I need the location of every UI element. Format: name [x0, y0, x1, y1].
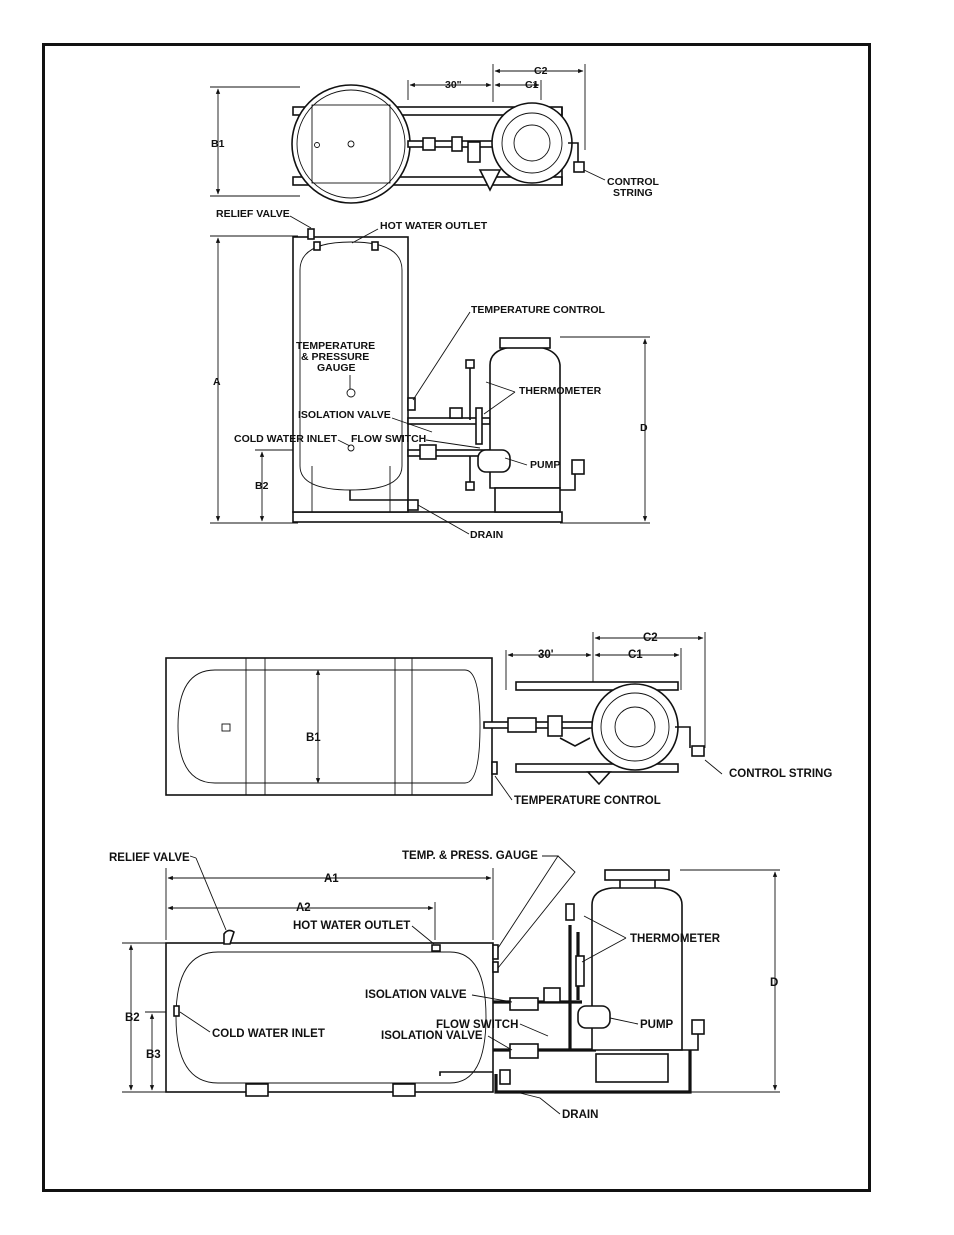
dim-d: D [640, 422, 648, 434]
tp-gauge-label-1: TEMPERATURE [296, 340, 376, 352]
dim-a1: A1 [324, 873, 339, 885]
tp-gauge-label-3: GAUGE [317, 362, 356, 374]
flow-switch-label: FLOW SWITCH [351, 433, 427, 445]
temperature-control-label: TEMPERATURE CONTROL [471, 304, 605, 316]
dim-c2-2: C2 [643, 632, 658, 644]
isolation-valve-label-2: ISOLATION VALVE [381, 1030, 483, 1042]
dim-b1: B1 [211, 138, 225, 150]
hot-water-outlet-label-2: HOT WATER OUTLET [293, 920, 411, 932]
drain-label-2: DRAIN [562, 1109, 599, 1121]
relief-valve-label-2: RELIEF VALVE [109, 852, 190, 864]
dim-b2: B2 [255, 480, 269, 492]
dim-a2: A2 [296, 902, 311, 914]
tp-gauge-label: TEMP. & PRESS. GAUGE [402, 850, 538, 862]
vertical-front-view [210, 208, 650, 541]
control-string-label: CONTROL STRING [729, 768, 833, 780]
dim-30-2: 30' [538, 649, 554, 661]
temperature-control-label-2: TEMPERATURE CONTROL [514, 795, 661, 807]
isolation-valve-label-1: ISOLATION VALVE [365, 989, 467, 1001]
dim-b2-2: B2 [125, 1012, 140, 1024]
horizontal-top-view [166, 632, 832, 807]
dim-b3: B3 [146, 1049, 161, 1061]
relief-valve-label: RELIEF VALVE [216, 208, 290, 220]
dim-c2: C2 [534, 65, 548, 77]
drain-label: DRAIN [470, 529, 504, 541]
vertical-top-view [210, 64, 659, 203]
hot-water-outlet-label: HOT WATER OUTLET [380, 220, 488, 232]
dim-b1-2: B1 [306, 732, 321, 744]
dim-c1: C1 [525, 79, 539, 91]
dim-a: A [213, 376, 221, 388]
dim-30: 30" [445, 79, 462, 91]
horizontal-front-view [109, 850, 780, 1121]
cold-water-inlet-label-2: COLD WATER INLET [212, 1028, 325, 1040]
cold-water-inlet-label: COLD WATER INLET [234, 433, 338, 445]
dim-d-2: D [770, 977, 779, 989]
pump-label: PUMP [530, 459, 561, 471]
dim-c1-2: C1 [628, 649, 643, 661]
pump-label-2: PUMP [640, 1019, 674, 1031]
control-string-label-2: STRING [613, 187, 653, 199]
isolation-valve-label: ISOLATION VALVE [298, 409, 391, 421]
thermometer-label: THERMOMETER [519, 385, 602, 397]
control-string-label-1: CONTROL [607, 176, 659, 188]
thermometer-label-2: THERMOMETER [630, 933, 721, 945]
tp-gauge-label-2: & PRESSURE [301, 351, 370, 363]
flow-switch-label-2: FLOW SWITCH [436, 1019, 519, 1031]
